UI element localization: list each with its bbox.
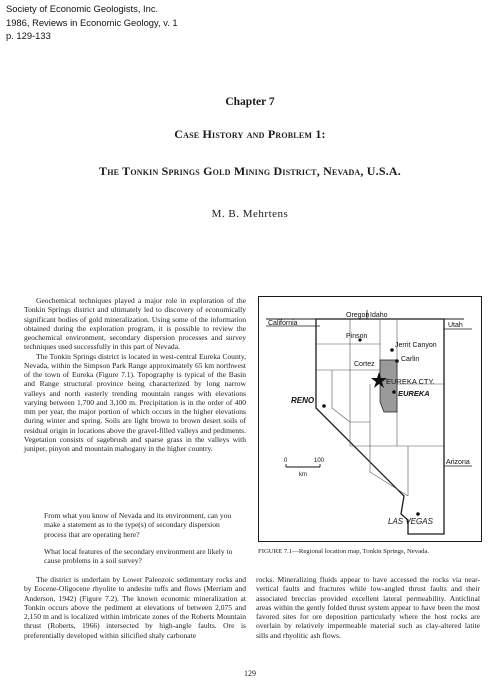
- label-arizona: Arizona: [446, 459, 470, 466]
- author: M. B. Mehrtens: [211, 208, 289, 220]
- label-jerrit-canyon: Jerrit Canyon: [395, 342, 437, 349]
- jerrit-canyon-dot: [390, 348, 394, 352]
- scale-label-km: km: [299, 472, 307, 478]
- las-vegas-dot: [416, 512, 420, 516]
- scale-label-0: 0: [284, 458, 288, 464]
- question-1: From what you know of Nevada and its environment, can you make a statement as to the type(s) of secondary dispersion process that are operating here?: [44, 511, 232, 539]
- label-eureka: EUREKA: [398, 389, 430, 398]
- label-cortez: Cortez: [354, 361, 375, 368]
- question-2: What local features of the secondary environment are likely to cause problems in a soil survey?: [44, 547, 233, 566]
- title-line-2: The Tonkin Springs Gold Mining District, Nevada, U.S.A.: [98, 164, 402, 178]
- label-carlin: Carlin: [401, 356, 420, 363]
- eureka-dot: [392, 390, 396, 394]
- paragraph-mineralization: rocks. Mineralizing fluids appear to have accessed the rocks via near-vertical faults and fractures while low-angled thrust faults and their associated breccias provided excellent lateral permeability. Anticlinal areas within the gently folded thrust system appear to have been the most favored sites for ore deposition particularly where the host rocks are overlain by relatively impermeable material such as clay-altered latite sills and rhyolitic ash flows.: [256, 575, 480, 640]
- label-eureka-county: EUREKA CTY.: [386, 377, 435, 386]
- label-oregon: Oregon: [346, 312, 370, 319]
- paragraph-location: The Tonkin Springs district is located in west-central Eureka County, Nevada, within the Simpson Park Range approximately 65 km northwest of the town of Eureka (Figure 7.1). Topography is typical of the Basin and Range structural province being characterized by long narrow valleys and north easterly trending mountain ranges with elevations varying between 1,700 and 3,100 m. Precipitation is in the order of 400 mm per year, the major portion of which occurs in the higher elevations during winter and spring. Soils are light brown to brown desert soils of residual origin in locations above the gravel-filled valleys and pediments. Vegetation consists of sagebrush and sparse grass in the valleys with juniper, pinyon and mountain mahogany in the higher country.: [24, 351, 246, 453]
- body-column-left-top: [24, 296, 246, 453]
- title-line-1: Case History and Problem 1:: [174, 127, 326, 141]
- journal-header-line-2: 1986, Reviews in Economic Geology, v. 1: [6, 16, 178, 28]
- location-map-figure: [258, 296, 482, 542]
- label-utah: Utah: [448, 322, 463, 329]
- label-pinson: Pinson: [346, 333, 368, 340]
- paragraph-intro: Geochemical techniques played a major role in exploration of the Tonkin Springs district and ultimately led to discovery of economically significant bodies of gold mineralization. Using some of the information obtained during the exploration program, it is possible to review the geochemical environment, secondary dispersion processes and survey techniques used successfully in this part of Nevada.: [24, 296, 246, 352]
- question-2-block: [44, 547, 244, 566]
- body-column-right-bottom: [256, 575, 480, 640]
- label-las-vegas: LAS VEGAS: [388, 517, 433, 526]
- journal-header-line-1: Society of Economic Geologists, Inc.: [6, 3, 159, 14]
- question-1-block: [44, 511, 244, 539]
- label-idaho: Idaho: [370, 312, 388, 319]
- carlin-dot: [395, 359, 399, 363]
- body-column-left-bottom: [24, 575, 246, 640]
- scale-label-100: 100: [314, 458, 325, 464]
- journal-header-line-3: p. 129-133: [6, 30, 51, 41]
- figure-caption: FIGURE 7.1—Regional location map, Tonkin Springs, Nevada.: [258, 548, 430, 555]
- label-reno: RENO: [291, 396, 315, 405]
- paragraph-geology: The district is underlain by Lower Paleozoic sedimentary rocks and by Eocene-Oligocene rhyolite to andesite tuffs and flows (Merriam and Anderson, 1942) (Figure 7.2). The known economic mineralization at Tonkin occurs above the pediment at elevations of between 2,075 and 2,150 m and is localized within imbricate zones of the Roberts Mountain thrust (Roberts, 1966) intersected by high-angle faults. Ore is preferentially developed within silicified shaly carbonate: [24, 575, 246, 640]
- nevada-map-svg: [258, 296, 482, 542]
- chapter-heading: Chapter 7: [225, 96, 275, 108]
- page-number: 129: [244, 669, 256, 678]
- reno-dot: [322, 404, 326, 408]
- label-california: California: [268, 320, 298, 327]
- journal-header: [6, 2, 178, 43]
